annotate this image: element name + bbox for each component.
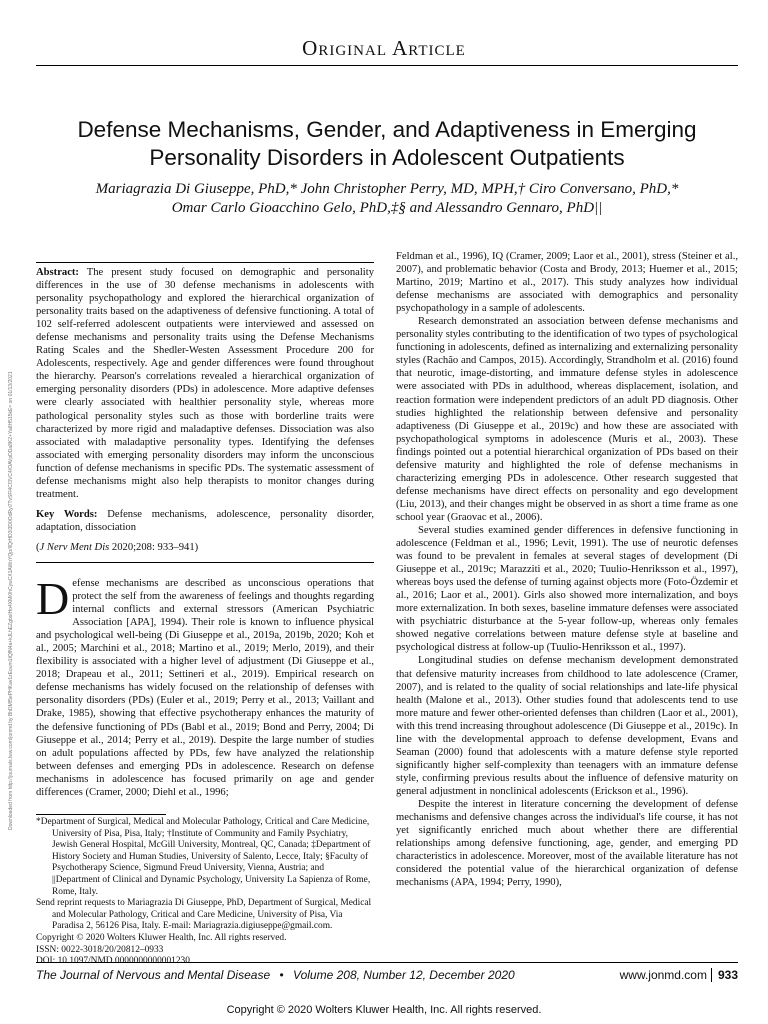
- header-rule: [36, 65, 738, 66]
- abstract-box: [36, 262, 374, 563]
- body-paragraph-4: Longitudinal studies on defense mechanism development demonstrated that defensive maturity increases from childhood to late adolescence (Cramer, 2007), and is related to the quality of social relationships and late-life physical health (Malone et al., 2013). Other studies found that adolescents tend to use more mature and fewer other-oriented defenses than children (Laor et al., 2001), with this trend increasing throughout adolescence (Di Giuseppe et al., 2019c). In line with the developmental approach to defense development, Evans and Seaman (2000) found that adolescents with a mature defense style reported significantly higher self-complexity than teenagers with an immature defense style, confirming previous results about the influence of defensive maturity on general adjustment in nonclinical adolescents (Erickson et al., 1996).: [396, 655, 738, 797]
- footer-rule: [36, 962, 738, 963]
- intro-text: efense mechanisms are described as unconscious operations that protect the self from the awareness of feelings and thoughts regarding internal conflicts and external stressors (American Psychiatric Association [APA], 1994). Their role is known to influence physical and psychological well-being (Di Giuseppe et al., 2019a, 2019b, 2020; Koh et al., 2005; Marchini et al., 2018; Martino et al., 2019; Merlo, 2019), and their flexibility is associated with a higher level of adjustment (Di Giuseppe et al., 2018; Drapeau et al., 2011; Settineri et al., 2019). Empirical research on defense mechanisms has widely focused on the relationship of defenses with personality disorders (PDs) (Euler et al., 2019; Perry et al., 2013; Vaillant and Drake, 1985), showing that effective psychotherapy enhances the maturity of the defensive functioning of PDs (Babl et al., 2019; Bond and Perry, 2004; Di Giuseppe et al., 2014; Perry et al., 2019). Despite the large number of studies on adult populations affected by PDs, few have analyzed the relationship between defenses and emerging PDs in adolescence. Research on defense mechanisms in adolescence has focused primarily on age and gender differences (Cramer, 2000; Diehl et al., 1996;: [36, 577, 374, 798]
- title-line-2: Personality Disorders in Adolescent Outpatients: [149, 145, 625, 170]
- section-label: Original Article: [302, 36, 466, 60]
- article-title: [36, 116, 738, 172]
- authors-line-2: Omar Carlo Gioacchino Gelo, PhD,‡§ and Alessandro Gennaro, PhD||: [171, 200, 603, 216]
- abstract-label: Abstract:: [36, 267, 79, 278]
- footer-volume: Volume 208, Number 12, December 2020: [293, 968, 515, 982]
- citation-rest: 2020;208: 933–941): [111, 541, 199, 553]
- copyright-notice: Copyright © 2020 Wolters Kluwer Health, Inc. All rights reserved.: [226, 1004, 542, 1016]
- footer-journal-name: The Journal of Nervous and Mental Disease: [36, 968, 271, 982]
- footnote-copyright: Copyright © 2020 Wolters Kluwer Health, Inc. All rights reserved.: [36, 932, 287, 943]
- intro-paragraph: [36, 572, 374, 799]
- citation: (J Nerv Ment Dis 2020;208: 933–941): [36, 541, 199, 553]
- footnote-affiliations: *Department of Surgical, Medical and Molecular Pathology, Critical and Care Medicine, University of Pisa, Pisa, Italy; †Institute of Community and Family Psychiatry, Jewish General Hospital, McGill University, Montreal, QC, Canada; ‡Department of History Society and Human Studies, University of Salento, Lecce, Italy; §Faculty of Psychotherapy Science, Sigmund Freud University, Vienna, Austria; and ||Department of Clinical and Dynamic Psychology, University La Sapienza of Rome, Rome, Italy.: [36, 817, 371, 897]
- footnote-reprint: Send reprint requests to Mariagrazia Di Giuseppe, PhD, Department of Surgical, Medical and Molecular Pathology, Critical and Care Medicine, University of Pisa, Via Paradisa 2, 56126 Pisa, Italy. E-mail: Mariagrazia.digiuseppe@gmail.com.: [36, 898, 372, 932]
- keywords-label: Key Words:: [36, 508, 98, 520]
- title-line-1: Defense Mechanisms, Gender, and Adaptiveness in Emerging: [77, 117, 697, 142]
- body-paragraph-2: Research demonstrated an association between defense mechanisms and personality styles contributing to the identification of two types of psychological functioning in adolescents, defined as internalizing and externalizing personality styles (Rachão and Campos, 2015). Accordingly, Strandholm et al. (2016) found that neurotic, image-distorting, and immature defense styles in adolescence were associated with PDs in adulthood, whereas displacement, isolation, and reaction formation were independent predictors of an adult PD diagnosis. Other studies highlighted the relationship between defensive and personality adaptiveness (Di Giuseppe et al., 2019c) and how these are associated with psychopathological symptoms in adolescence (Muris et al., 2003). These findings pointed out a potential hierarchical organization of PDs based on their defensive maturity and highlighted the role of defense mechanisms in characterizing emerging PDs in adolescence. Other research suggested that defense mechanisms have direct effects on personality and ego development (Liu, 2013), and their changes might be observed in as short a time frame as one school year (Graovac et al., 2006).: [396, 316, 738, 523]
- author-list: [36, 180, 738, 218]
- keywords-text: Defense mechanisms, adolescence, personality disorder, adaptation, dissociation: [36, 508, 374, 533]
- citation-journal: J Nerv Ment Dis: [39, 541, 110, 553]
- drop-cap: D: [36, 572, 70, 624]
- footnote-issn: ISSN: 0022-3018/20/20812–0933: [36, 944, 164, 955]
- left-column: [36, 262, 374, 799]
- abstract-paragraph: [36, 263, 374, 501]
- download-watermark: Downloaded from http://journals.lww.com/jonmd by BhDMf5ePHKav1zEoum1tQfN4a+kJLhEZgbsIHo4XMi0hCywCX1AWnYQp/IlQrHD3i3D0OdRyi7TvSFl4Cf3VC4/OAVpDDa8K2+Ya6H515kE= on 01/13/2021: [8, 371, 14, 830]
- authors-line-1: Mariagrazia Di Giuseppe, PhD,* John Christopher Perry, MD, MPH,† Ciro Conversano, PhD,*: [95, 181, 679, 197]
- footnotes: [36, 814, 374, 968]
- body-paragraph-3: Several studies examined gender differences in defensive functioning in adolescence (Feldman et al., 1996; Levit, 1991). The use of neurotic defenses was found to be prevalent in females at several stages of development (Di Giuseppe et al., 2019c; Marazziti et al., 2020; Tuulio-Henriksson et al., 1997), whereas boys used the defense of turning against objects more (Foto-Özdemir et al., 2016; Laor et al., 2001). Girls also showed more internalization, and boys more externalization. In both sexes, baseline immature defenses were associated with psychiatric disturbance at the 5-year follow-up, whereas only females showed negative correlations between mature defense style at baseline and psychological distress at follow-up (Tuulio-Henriksson et al., 1997).: [396, 524, 738, 654]
- body-paragraph-1: Feldman et al., 1996), IQ (Cramer, 2009; Laor et al., 2001), stress (Steiner et al., 2007), and problematic behavior (Costa and Brody, 2013; Huemer et al., 2015; Martino, 2019; Martino et al., 2017). This study analyzes how individual defense mechanisms are associated with demographics and personality psychopathology in a sample of adolescents.: [396, 251, 738, 315]
- body-paragraph-5: Despite the interest in literature concerning the development of defense mechanisms and defensive changes across the individual's life course, it has not yet significantly enriched much about whether there are differential relationships among defensive functioning, age, gender, and emerging PD characteristics in adolescence. Moreover, most of the available literature has not considered the potential value of the hierarchical organization of defense mechanisms (APA, 1994; Perry, 1990),: [396, 798, 738, 889]
- keywords-paragraph: [36, 508, 374, 534]
- page-number: 933: [711, 968, 738, 982]
- footer-bullet: •: [279, 968, 284, 982]
- abstract-text: The present study focused on demographic and personality differences in the use of 30 defense mechanisms in adolescents with personality psychopathology and explored the hierarchical organization of personality traits based on the adaptiveness of defensive functioning. A total of 102 self-referred adolescent outpatients were interviewed and assessed on defense mechanisms and personality traits using the Defense Mechanisms Rating Scales and the Shedler-Westen Assessment Procedure 200 for Adolescents, respectively. Age and gender differences were found throughout the hierarchy. Pearson's correlations revealed a hierarchical organization of emerging personality disorders (PDs) in adolescence. More adaptive defenses were clearly associated with healthier personality style, whereas more pathological personality styles such as those with borderline traits were characterized by more rigid and maladaptive defenses. Dissociation was also associated with maladaptive personality types. Identifying the defenses associated with emerging personality disorders may inform the unconscious function of defense mechanisms in specific PDs. The systematic assessment of defense mechanisms might also help therapists to monitor changes during treatment.: [36, 267, 374, 500]
- footnote-rule: [36, 814, 166, 815]
- footer-journal: [36, 968, 515, 982]
- footer-url[interactable]: www.jonmd.com: [619, 968, 707, 982]
- footer-right: [620, 968, 738, 982]
- right-column: [396, 250, 738, 889]
